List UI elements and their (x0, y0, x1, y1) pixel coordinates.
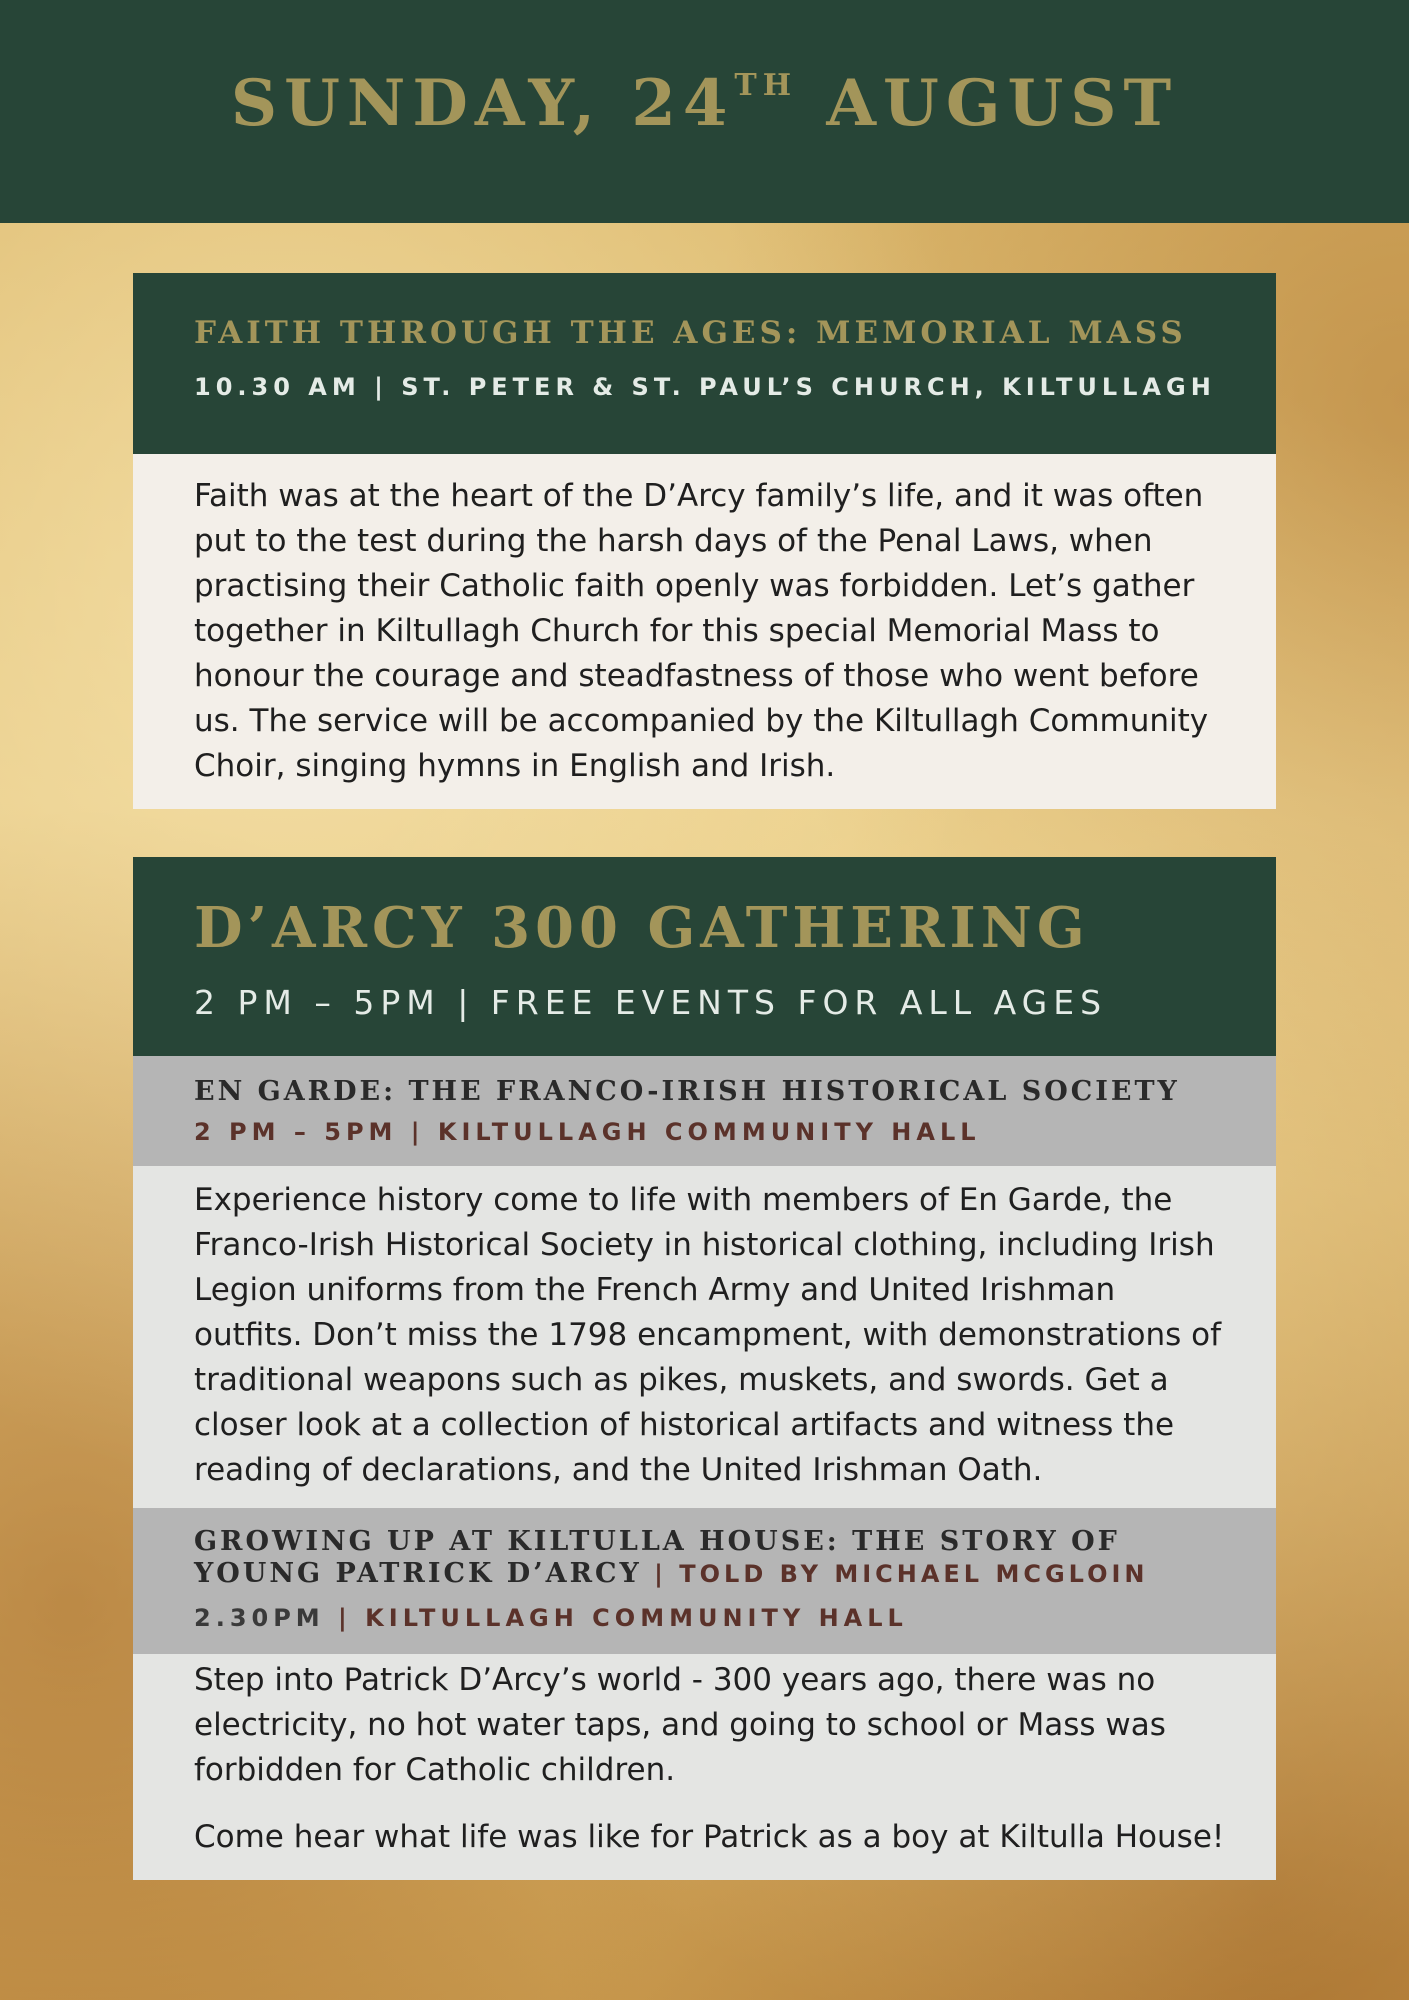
patrick-story-paragraph-1: Step into Patrick D’Arcy’s world - 300 years ago, there was no electricity, no hot water taps, and going to school or Mass was forbidden for Catholic children. (194, 1662, 1166, 1788)
gathering-card (133, 857, 1276, 1880)
en-garde-title: EN GARDE: THE FRANCO-IRISH HISTORICAL SOCIETY (194, 1076, 1180, 1107)
memorial-mass-header (133, 273, 1276, 454)
memorial-mass-description: Faith was at the heart of the D’Arcy family’s life, and it was often put to the test during the harsh days of the Penal Laws, when practising their Catholic faith openly was forbidden. Let’s gather together in Kiltullagh Church for this special Memorial Mass to honour the courage and steadfastness of those who went before us. The service will be accompanied by the Kiltullagh Community Choir, singing hymns in English and Irish. (133, 454, 1276, 809)
en-garde-meta (194, 1118, 1276, 1146)
en-garde-header (133, 1056, 1276, 1166)
patrick-story-description (133, 1654, 1276, 1880)
memorial-mass-card (133, 273, 1276, 809)
en-garde-venue: KILTULLAGH COMMUNITY HALL (437, 1118, 981, 1146)
date-month: AUGUST (797, 66, 1179, 141)
patrick-story-title-name: YOUNG PATRICK D’ARCY (194, 1558, 642, 1589)
gathering-title: D’ARCY 300 GATHERING (194, 895, 1090, 961)
patrick-story-time: 2.30PM (194, 1604, 325, 1632)
patrick-story-venue: KILTULLAGH COMMUNITY HALL (365, 1604, 908, 1632)
date-text: SUNDAY, 24 (230, 66, 735, 141)
patrick-story-title-line1: GROWING UP AT KILTULLA HOUSE: THE STORY OF (194, 1526, 1120, 1557)
patrick-story-title-line2 (194, 1558, 1276, 1590)
memorial-mass-meta: 10.30 AM | ST. PETER & ST. PAUL’S CHURCH, KILTULLAGH (194, 373, 1216, 401)
patrick-story-header (133, 1508, 1276, 1654)
gathering-header (133, 857, 1276, 1056)
date-banner (0, 0, 1409, 223)
memorial-mass-title: FAITH THROUGH THE AGES: MEMORIAL MASS (194, 315, 1187, 351)
meta-separator: | (324, 1604, 366, 1632)
en-garde-time: 2 PM – 5PM (194, 1118, 398, 1146)
patrick-story-meta (194, 1604, 1276, 1632)
patrick-story-paragraph-2: Come hear what life was like for Patrick as a boy at Kiltulla House! (194, 1819, 1225, 1855)
meta-separator: | (397, 1118, 438, 1146)
date-ordinal: TH (734, 68, 798, 103)
en-garde-description: Experience history come to life with members of En Garde, the Franco-Irish Historical Society in historical clothing, including Irish Legion uniforms from the French Army and United Irishman outfits. Don’t miss the 1798 encampment, with demonstrations of traditional weapons such as pikes, muskets, and swords. Get a closer look at a collection of historical artifacts and witness the reading of declarations, and the United Irishman Oath. (133, 1166, 1276, 1508)
page-title (231, 66, 1178, 141)
patrick-story-teller: | TOLD BY MICHAEL MCGLOIN (641, 1560, 1149, 1588)
gathering-meta: 2 PM – 5PM | FREE EVENTS FOR ALL AGES (194, 983, 1108, 1022)
